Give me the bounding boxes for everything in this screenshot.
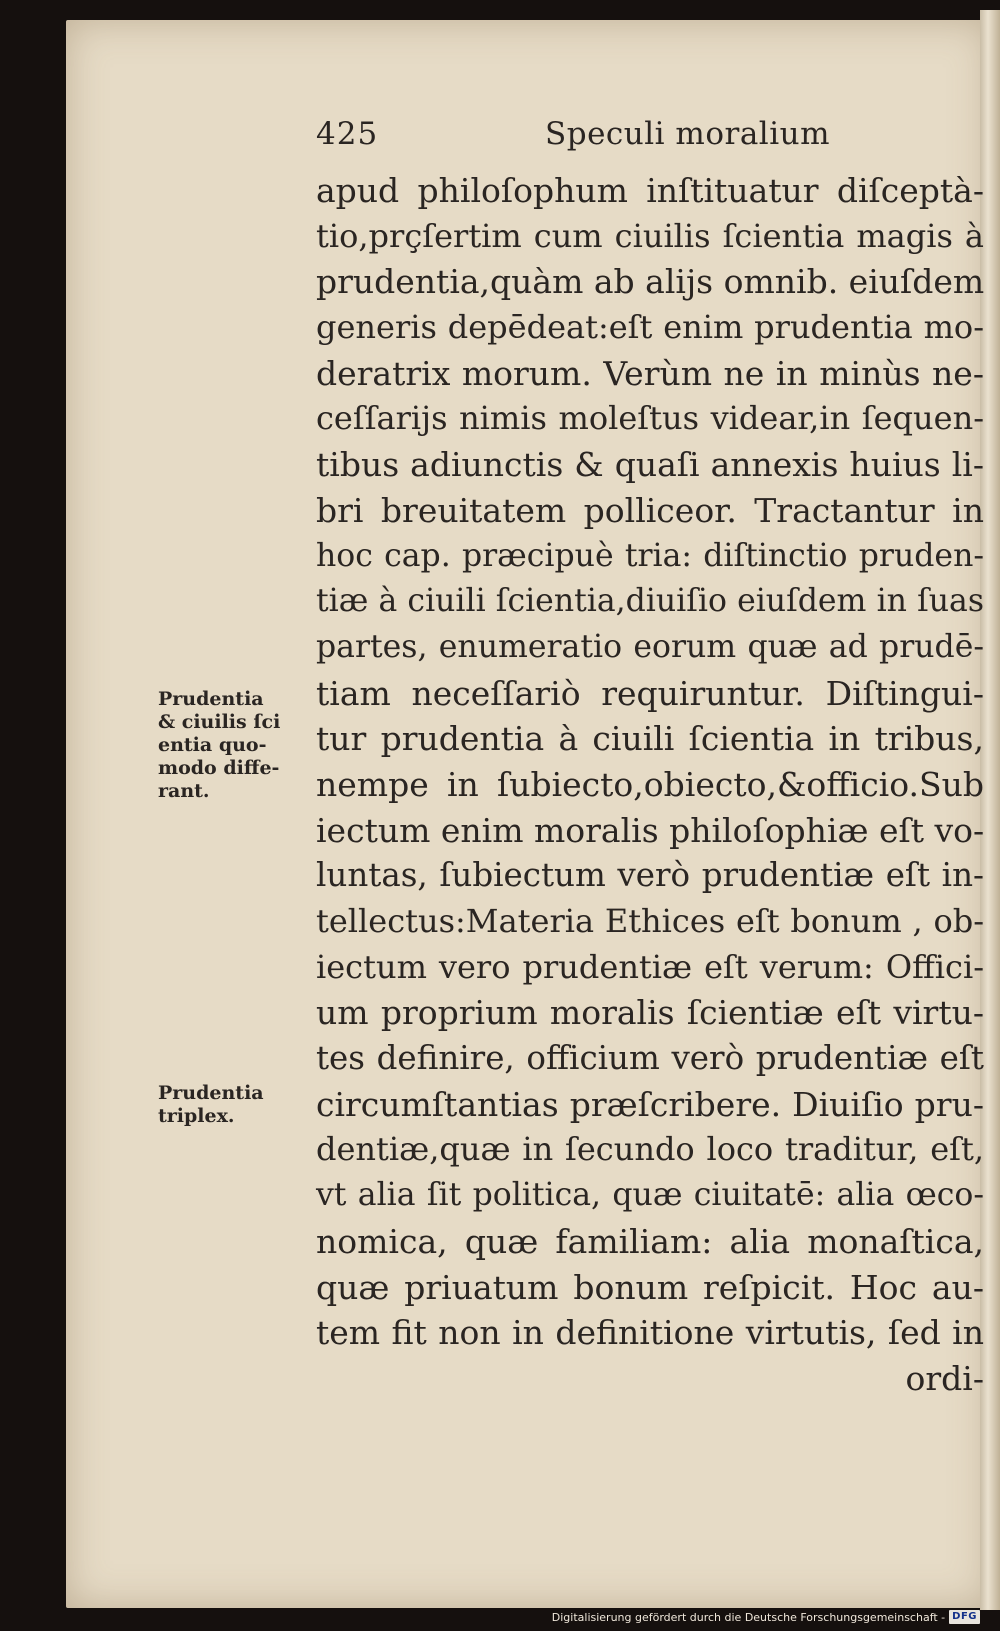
text-line: tiam neceſſariò requiruntur. Diſtingui- (316, 673, 984, 713)
text-line: luntas, ſubiectum verò prudentiæ eſt in- (316, 856, 984, 895)
body-text (316, 168, 984, 1402)
text-line: apud philoſophum inſtituatur diſceptà- (316, 171, 984, 210)
text-line: nempe in ſubiecto,obiecto,&officio.Sub (316, 764, 984, 804)
marginal-line: rant. (158, 780, 210, 802)
text-line: hoc cap. præcipuè tria: diſtinctio pruden- (316, 537, 984, 574)
running-head (0, 116, 1000, 160)
text-line: iectum vero prudentiæ eſt verum: Offici- (316, 947, 984, 986)
footer-text: Digitalisierung gefördert durch die Deutsche Forschungsgemeinschaft - (551, 1610, 946, 1624)
marginal-line: triplex. (158, 1105, 235, 1127)
marginal-line: modo diffe- (158, 757, 280, 779)
digitization-footer (552, 1607, 980, 1627)
text-line: generis depēdeat:eſt enim prudentia mo- (316, 308, 984, 347)
marginal-note-prudentia-triplex (158, 1082, 292, 1128)
text-line: vt alia ſit politica, quæ ciuitatē: alia œco- (316, 1177, 984, 1214)
text-line: tes definire, officium verò prudentiæ eſt (316, 1039, 984, 1078)
marginal-line: Prudentia (158, 1082, 264, 1104)
text-line: ordi- (905, 1358, 984, 1398)
text-line: um proprium moralis ſcientiæ eſt virtu- (316, 993, 984, 1033)
text-line: tem fit non in definitione virtutis, ſed in (316, 1313, 984, 1353)
text-line: quæ priuatum bonum reſpicit. Hoc au- (316, 1267, 984, 1307)
page-number: 425 (316, 116, 379, 152)
dfg-logo: DFG (949, 1610, 980, 1624)
text-line: iectum enim moralis philoſophiæ eſt vo- (316, 810, 985, 850)
text-line: deratrix morum. Verùm ne in minùs ne- (316, 353, 984, 393)
marginal-line: & ciuilis ſci (158, 711, 281, 733)
text-line: circumſtantias præſcribere. Diuiſio pru- (316, 1084, 984, 1124)
text-line: tibus adiunctis & quaſi annexis huius li- (316, 445, 984, 485)
text-line: tiæ à ciuili ſcientia,diuiſio eiuſdem in ſuas (316, 583, 984, 620)
marginal-line: Prudentia (158, 688, 264, 710)
marginal-line: entia quo- (158, 734, 267, 756)
text-line: partes, enumeratio eorum quæ ad prudē- (316, 628, 984, 665)
text-line: ceſſarijs nimis moleſtus videar,in ſequen- (316, 399, 984, 438)
text-line: bri breuitatem polliceor. Tractantur in (316, 490, 984, 530)
running-title: Speculi moralium (545, 116, 830, 152)
text-line: dentiæ,quæ in ſecundo loco traditur, eſt, (316, 1130, 984, 1169)
text-line: tellectus:Materia Ethices eſt bonum , ob- (316, 902, 984, 940)
text-line: tio,prçſertim cum ciuilis ſcientia magis à (316, 216, 984, 255)
marginal-note-prudentia-ciuilis (158, 688, 292, 803)
text-line: nomica, quæ familiam: alia monaſtica, (316, 1221, 984, 1261)
text-line: tur prudentia à ciuili ſcientia in tribus, (316, 719, 984, 759)
text-line: prudentia,quàm ab alijs omnib. eiuſdem (316, 262, 985, 302)
